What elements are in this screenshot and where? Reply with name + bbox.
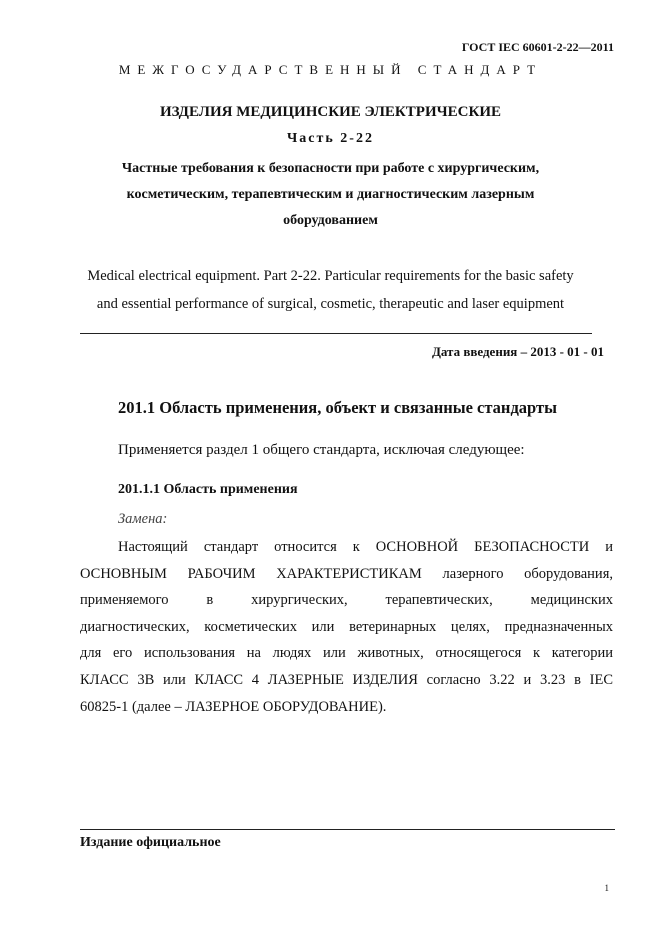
paragraph-line: Настоящий стандарт относится к ОСНОВНОЙ БЕЗОПАСНОСТИ и <box>118 539 613 555</box>
scope-paragraph <box>80 534 613 720</box>
paragraph-line: КЛАСС 3В или КЛАСС 4 ЛАЗЕРНЫЕ ИЗДЕЛИЯ согласно 3.22 и 3.23 в IEC <box>80 671 613 688</box>
english-title <box>70 262 591 318</box>
paragraph-line: применяемого в хирургических, терапевтических, медицинских <box>80 592 613 609</box>
section-heading: 201.1 Область применения, объект и связанные стандарты <box>118 398 557 417</box>
introduction-date: Дата введения – 2013 - 01 - 01 <box>431 344 604 359</box>
subtitle-line: косметическим, терапевтическим и диагностическим лазерным <box>126 187 535 202</box>
part-label: Часть 2-22 <box>287 131 374 146</box>
subsection-heading: 201.1.1 Область применения <box>118 482 298 497</box>
paragraph-line: ОСНОВНЫМ РАБОЧИМ ХАРАКТЕРИСТИКАМ лазерного оборудования, <box>80 565 613 582</box>
english-title-line: Medical electrical equipment. Part 2-22. Particular requirements for the basic safety <box>87 268 574 284</box>
paragraph-line: диагностических, косметических или ветеринарных целях, предназначенных <box>80 618 613 635</box>
document-title: ИЗДЕЛИЯ МЕДИЦИНСКИЕ ЭЛЕКТРИЧЕСКИЕ <box>159 104 502 120</box>
english-title-line: and essential performance of surgical, cosmetic, therapeutic and laser equipment <box>96 296 565 312</box>
title-divider <box>80 333 592 334</box>
replacement-label: Замена: <box>118 511 168 527</box>
interstate-standard-label: МЕЖГОСУДАРСТВЕННЫЙ СТАНДАРТ <box>118 62 543 77</box>
subtitle-line: оборудованием <box>283 213 378 228</box>
official-edition-label: Издание официальное <box>80 835 221 850</box>
document-subtitle <box>60 156 601 234</box>
applies-paragraph: Применяется раздел 1 общего стандарта, исключая следующее: <box>118 442 525 458</box>
paragraph-line: 60825-1 (далее – ЛАЗЕРНОЕ ОБОРУДОВАНИЕ). <box>80 698 387 715</box>
page-number: 1 <box>604 883 609 893</box>
subtitle-line: Частные требования к безопасности при работе с хирургическим, <box>121 161 540 176</box>
standard-code: ГОСТ IEC 60601-2-22—2011 <box>461 40 614 54</box>
footer-divider <box>80 829 615 830</box>
paragraph-line: для его использования на людях или животных, относящегося к категории <box>80 645 613 662</box>
